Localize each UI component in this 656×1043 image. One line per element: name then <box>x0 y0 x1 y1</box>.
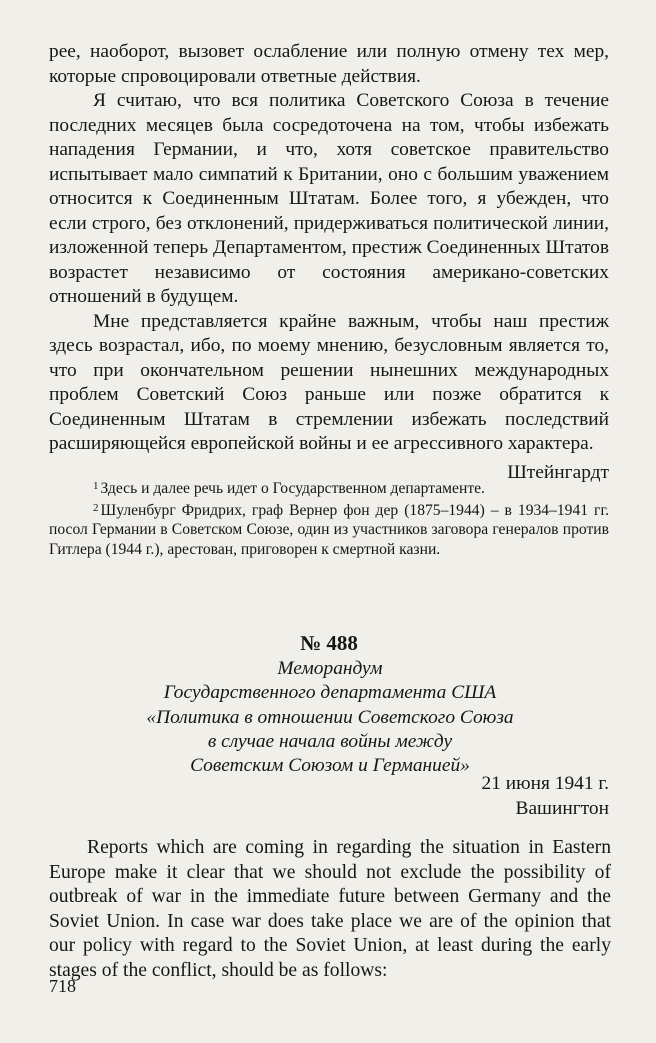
footnote-1 <box>49 477 609 499</box>
footnote-text: Здесь и далее речь идет о Государственном департаменте. <box>100 480 485 497</box>
document-date: 21 июня 1941 г. <box>481 773 609 794</box>
page-number: 718 <box>49 976 76 996</box>
signature: Штейнгардт <box>507 461 609 483</box>
letter-body <box>49 40 609 485</box>
document-number: № 488 <box>300 631 358 655</box>
footnote-label: 2 <box>93 501 99 514</box>
title-line: Государственного департамента США <box>163 682 497 704</box>
footnotes <box>49 477 609 559</box>
title-line: в случае начала войны между <box>207 730 453 752</box>
date-place <box>49 772 609 821</box>
continuation-paragraph: рее, наоборот, вызовет ослабление или полную отмену тех мер, которые спровоцировали ответные действия. <box>49 41 609 87</box>
footnote-label: 1 <box>93 480 99 492</box>
paragraph-policy: Я считаю, что вся политика Советского Союза в течение последних месяцев была сосредоточена на том, чтобы избежать нападения Германии, и что, хотя советское правительство испытывает мало симпатий к Британии, оно с большим уважением относится к Соединенным Штатам. Более того, я убежден, что если строго, без отклонений, придерживаться политической линии, изложенной теперь Департаментом, престиж Соединенных Штатов возрастет независимо от состояния американо-советских отношений в будущем. <box>49 90 609 307</box>
document-place: Вашингтон <box>515 797 609 819</box>
footnote-2 <box>49 499 609 560</box>
title-line: «Политика в отношении Советского Союза <box>146 706 514 728</box>
title-line: Советским Союзом и Германией» <box>190 755 470 777</box>
memorandum-text <box>49 836 611 984</box>
document-title <box>100 657 560 778</box>
paragraph-prestige: Мне представляется крайне важным, чтобы наш престиж здесь возрастал, ибо, по моему мнению, безусловным является то, что при окончательном решении нынешних международных проблем Советский Союз раньше или позже обратится к Соединенным Штатам в стремлении избежать последствий расширяющейся европейской войны и ее агрессивного характера. <box>49 310 609 454</box>
memorandum-paragraph: Reports which are coming in regarding the situation in Eastern Europe make it clear that we should not exclude the possibility of outbreak of war in the immediate future between Germany and the Soviet Union. In case war does take place we are of the opinion that our policy with regard to the Soviet Union, at least during the early stages of the conflict, should be as follows: <box>49 837 611 981</box>
title-line: Меморандум <box>277 658 383 679</box>
footnote-text: Шуленбург Фридрих, граф Вернер фон дер (1875–1944) – в 1934–1941 гг. посол Германии в Советском Союзе, один из участников заговора генералов против Гитлера (1944 г.), арестован, приговорен к смертной казни. <box>49 501 609 558</box>
